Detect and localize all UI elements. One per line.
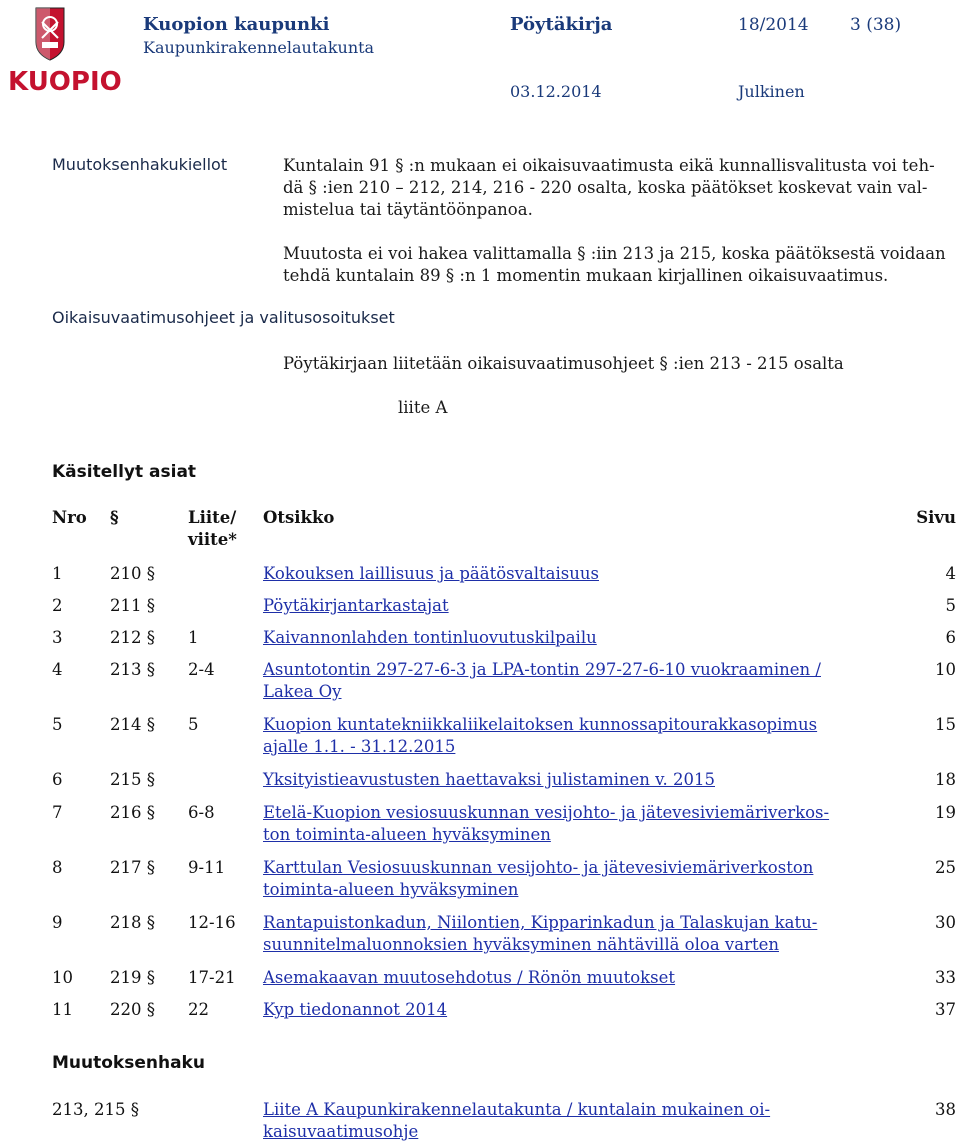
row-liite: 9-11 <box>188 858 226 877</box>
col-header-paragraph: § <box>110 508 119 527</box>
row-page: 30 <box>935 913 956 932</box>
row-liite: 6-8 <box>188 803 215 822</box>
row-liite: 5 <box>188 715 199 734</box>
row-paragraph: 212 § <box>110 628 155 647</box>
row-nro: 8 <box>52 858 63 877</box>
heading-kasitellyt-asiat: Käsitellyt asiat <box>52 462 197 482</box>
col-header-otsikko: Otsikko <box>263 508 335 527</box>
row-nro: 11 <box>52 1000 73 1019</box>
page-indicator: 3 (38) <box>850 15 902 35</box>
row-title-link[interactable]: Karttulan Vesiosuuskunnan vesijohto- ja jätevesiviemäriverkoston toiminta-alueen hyväksyminen <box>263 858 814 899</box>
row-page: 5 <box>945 596 956 615</box>
row-liite: 12-16 <box>188 913 236 932</box>
doc-type: Pöytäkirja <box>510 14 613 35</box>
row-paragraph: 214 § <box>110 715 155 734</box>
row-nro: 10 <box>52 968 73 987</box>
row-paragraph: 211 § <box>110 596 155 615</box>
row-liite: 17-21 <box>188 968 236 987</box>
muutoksenhakukiellot-paragraph-1: Kuntalain 91 § :n mukaan ei oikaisuvaatimusta eikä kunnallisvalitusta voi teh- dä § :ien 210 – 212, 214, 216 - 220 osalta, koska päätökset koskevat vain val- mistelua tai täytäntöönpanoa. <box>283 156 935 219</box>
oikaisu-text: Pöytäkirjaan liitetään oikaisuvaatimusohjeet § :ien 213 - 215 osalta <box>283 354 844 373</box>
row-title-link[interactable]: Kokouksen laillisuus ja päätösvaltaisuus <box>263 564 599 583</box>
row-page: 4 <box>945 564 956 583</box>
muutoksenhaku-page: 38 <box>935 1100 956 1119</box>
row-paragraph: 213 § <box>110 660 155 679</box>
row-page: 33 <box>935 968 956 987</box>
heading-muutoksenhaku: Muutoksenhaku <box>52 1053 205 1073</box>
row-liite: 1 <box>188 628 199 647</box>
row-title-link[interactable]: Asuntotontin 297-27-6-3 ja LPA-tontin 297-27-6-10 vuokraaminen / Lakea Oy <box>263 660 821 701</box>
row-title-link[interactable]: Pöytäkirjantarkastajat <box>263 596 449 615</box>
logo-text: KUOPIO <box>8 67 122 97</box>
row-title-link[interactable]: Rantapuistonkadun, Niilontien, Kipparinkadun ja Talaskujan katu- suunnitelmaluonnoksien hyväksyminen nähtävillä oloa varten <box>263 913 818 954</box>
row-nro: 9 <box>52 913 63 932</box>
section-label-oikaisu: Oikaisuvaatimusohjeet ja valitusosoitukset <box>52 308 395 327</box>
row-nro: 4 <box>52 660 63 679</box>
muutoksenhakukiellot-paragraph-2: Muutosta ei voi hakea valittamalla § :iin 213 ja 215, koska päätöksestä voidaan tehdä kuntalain 89 § :n 1 momentin mukaan kirjallinen oikaisuvaatimus. <box>283 244 946 285</box>
row-paragraph: 218 § <box>110 913 155 932</box>
row-nro: 1 <box>52 564 63 583</box>
row-nro: 2 <box>52 596 63 615</box>
row-nro: 3 <box>52 628 63 647</box>
row-paragraph: 217 § <box>110 858 155 877</box>
doc-date: 03.12.2014 <box>510 82 602 101</box>
col-header-liite: Liite/ viite* <box>188 508 237 549</box>
row-nro: 6 <box>52 770 63 789</box>
row-title-link[interactable]: Asemakaavan muutosehdotus / Rönön muutokset <box>263 968 676 987</box>
visibility: Julkinen <box>738 82 805 101</box>
row-page: 18 <box>935 770 956 789</box>
row-page: 37 <box>935 1000 956 1019</box>
muutoksenhaku-ref: 213, 215 § <box>52 1100 139 1119</box>
row-page: 10 <box>935 660 956 679</box>
row-paragraph: 210 § <box>110 564 155 583</box>
board-name: Kaupunkirakennelautakunta <box>143 38 375 57</box>
org-name: Kuopion kaupunki <box>143 14 330 35</box>
row-nro: 5 <box>52 715 63 734</box>
kuopio-logo <box>4 4 122 97</box>
row-page: 19 <box>935 803 956 822</box>
doc-number: 18/2014 <box>738 15 809 35</box>
row-nro: 7 <box>52 803 63 822</box>
row-title-link[interactable]: Kyp tiedonannot 2014 <box>263 1000 448 1019</box>
row-liite: 2-4 <box>188 660 215 679</box>
row-page: 15 <box>935 715 956 734</box>
row-paragraph: 215 § <box>110 770 155 789</box>
row-title-link[interactable]: Yksityistieavustusten haettavaksi julistaminen v. 2015 <box>263 770 715 789</box>
row-title-link[interactable]: Kaivannonlahden tontinluovutuskilpailu <box>263 628 597 647</box>
attachment-ref: liite A <box>398 398 448 417</box>
row-paragraph: 216 § <box>110 803 155 822</box>
row-title-link[interactable]: Kuopion kuntatekniikkaliikelaitoksen kunnossapitourakkasopimus ajalle 1.1. - 31.12.2015 <box>263 715 818 756</box>
row-liite: 22 <box>188 1000 209 1019</box>
row-paragraph: 219 § <box>110 968 155 987</box>
row-page: 25 <box>935 858 956 877</box>
section-label-muutoksenhakukiellot: Muutoksenhakukiellot <box>52 155 228 174</box>
row-title-link[interactable]: Etelä-Kuopion vesiosuuskunnan vesijohto- ja jätevesiviemäriverkos- ton toiminta-alueen hyväksyminen <box>263 803 830 844</box>
col-header-nro: Nro <box>52 508 87 527</box>
row-paragraph: 220 § <box>110 1000 155 1019</box>
col-header-sivu: Sivu <box>916 508 956 527</box>
muutoksenhaku-title-link[interactable]: Liite A Kaupunkirakennelautakunta / kuntalain mukainen oi- kaisuvaatimusohje <box>263 1100 771 1141</box>
row-page: 6 <box>945 628 956 647</box>
